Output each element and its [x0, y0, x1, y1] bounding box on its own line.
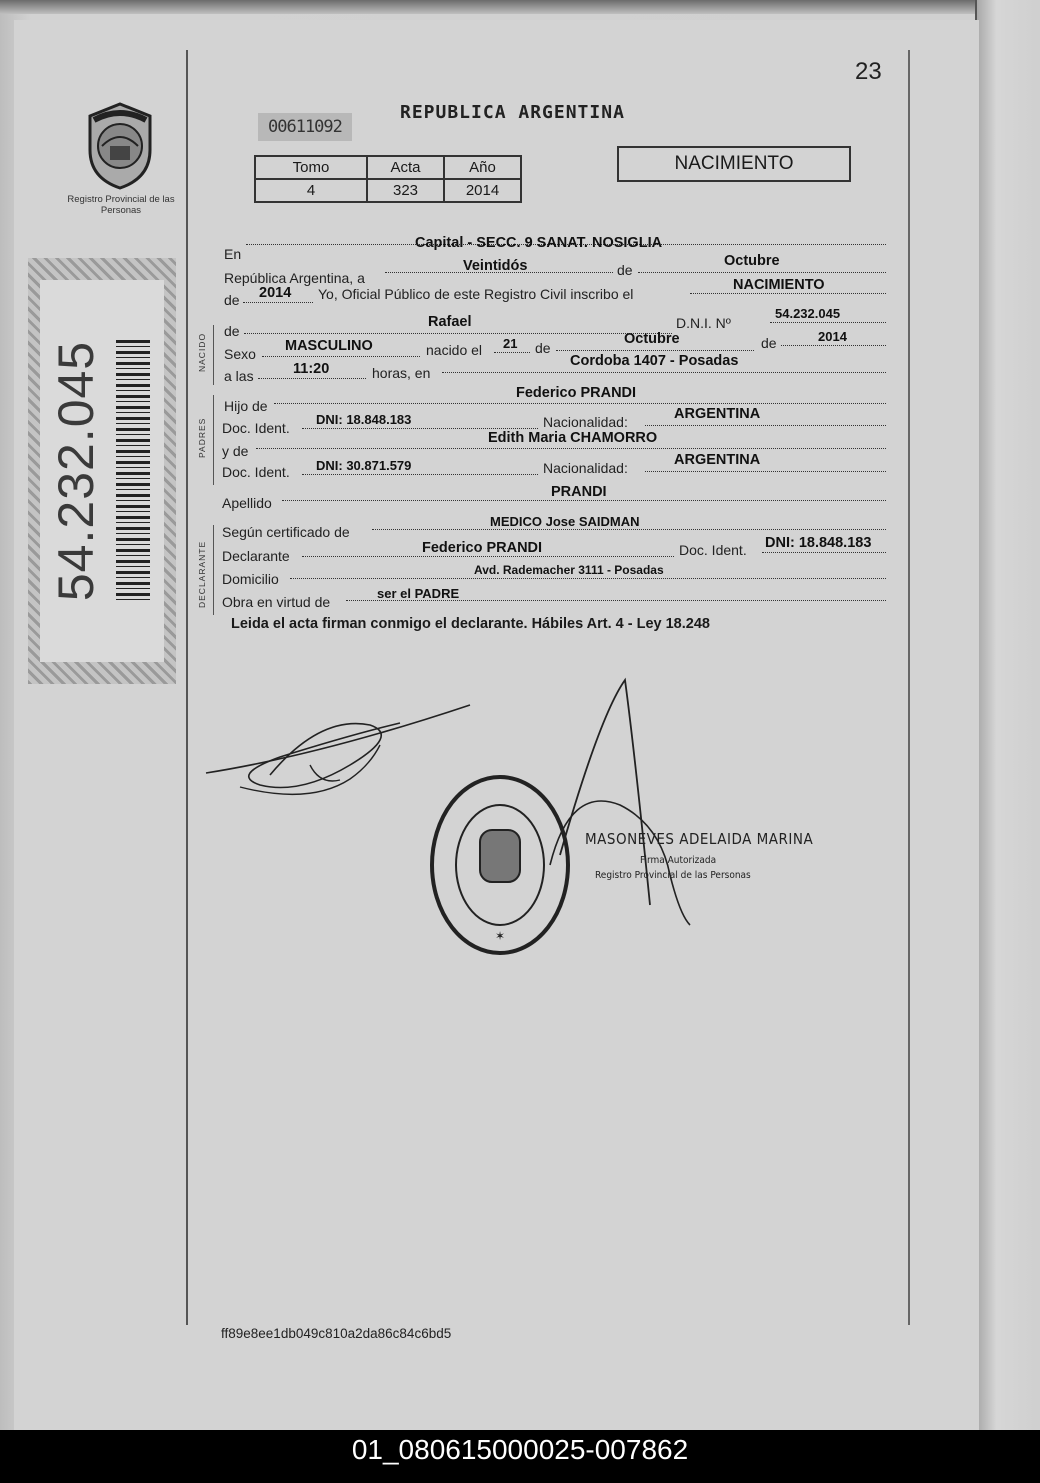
table-header-cell: Año — [444, 156, 521, 179]
value-nac-anio: 2014 — [818, 329, 847, 344]
table-row — [255, 179, 521, 202]
dotted-line — [645, 425, 886, 426]
value-lugar: Cordoba 1407 - Posadas — [570, 353, 739, 369]
value-apellido: PRANDI — [551, 484, 607, 500]
dotted-line — [290, 578, 886, 579]
value-madre: Edith Maria CHAMORRO — [488, 430, 658, 446]
label-a-las: a las — [224, 368, 254, 384]
table-cell: 2014 — [444, 179, 521, 202]
table-cell: 4 — [255, 179, 367, 202]
value-domicilio: Avd. Rademacher 3111 - Posadas — [474, 563, 664, 577]
label-de3: de — [224, 323, 240, 339]
value-nombre: Rafael — [428, 314, 472, 330]
label-doc-ident: Doc. Ident. — [222, 464, 290, 480]
dotted-line — [762, 552, 886, 553]
label-obra: Obra en virtud de — [222, 594, 331, 610]
label-de2: de — [224, 292, 240, 308]
label-domicilio: Domicilio — [222, 571, 279, 587]
barcode-sticker — [28, 258, 176, 684]
section-divider — [213, 525, 214, 615]
document-id: 01_080615000025-007862 — [351, 1434, 689, 1465]
provincial-seal-icon — [80, 100, 160, 192]
section-label-padres: PADRES — [197, 417, 207, 458]
value-madre-nac: ARGENTINA — [674, 452, 761, 468]
dotted-line — [442, 372, 886, 373]
value-declarante-doc: DNI: 18.848.183 — [765, 535, 872, 551]
label-certificado: Según certificado de — [222, 524, 350, 540]
dotted-line — [781, 345, 886, 346]
value-padre: Federico PRANDI — [516, 385, 637, 401]
document-hash: ff89e8ee1db049c810a2da86c84c6bd5 — [221, 1326, 452, 1341]
label-de: de — [617, 262, 633, 278]
value-anio: 2014 — [259, 285, 292, 301]
label-en: En — [224, 246, 242, 262]
adjacent-page — [975, 0, 1040, 1430]
dotted-line — [302, 428, 538, 429]
barcode-icon — [116, 340, 150, 600]
serial-number: 00611092 — [258, 113, 352, 141]
value-padre-doc: DNI: 18.848.183 — [316, 412, 412, 427]
barcode-dni: 54.232.045 — [48, 340, 104, 602]
dotted-line — [494, 352, 530, 353]
label-doc-ident: Doc. Ident. — [222, 420, 290, 436]
value-dni: 54.232.045 — [775, 306, 841, 321]
dotted-line — [256, 448, 886, 449]
dotted-line — [302, 474, 538, 475]
label-nac-de: de — [535, 340, 551, 356]
value-sexo: MASCULINO — [285, 338, 373, 354]
section-divider — [213, 325, 214, 385]
value-obra: ser el PADRE — [377, 586, 460, 601]
section-label-nacido: NACIDO — [197, 332, 207, 372]
table-header-row — [255, 156, 521, 179]
dotted-line — [243, 302, 313, 303]
value-dia: Veintidós — [463, 258, 528, 274]
label-dni: D.N.I. Nº — [676, 315, 731, 331]
dotted-line — [274, 403, 886, 404]
table-cell: 323 — [367, 179, 444, 202]
label-nacionalidad: Nacionalidad: — [543, 460, 628, 476]
label-doc-ident: Doc. Ident. — [679, 542, 747, 558]
label-nac-de2: de — [761, 335, 777, 351]
dotted-line — [262, 356, 420, 357]
closing-text: Leida el acta firman conmigo el declarante. Hábiles Art. 4 - Ley 18.248 — [231, 616, 710, 632]
value-padre-nac: ARGENTINA — [674, 406, 761, 422]
dotted-line — [258, 378, 366, 379]
value-certificado: MEDICO Jose SAIDMAN — [490, 514, 640, 529]
table-header-cell: Acta — [367, 156, 444, 179]
table-header-cell: Tomo — [255, 156, 367, 179]
scan-top-edge — [0, 0, 1040, 14]
officer-signature — [540, 675, 710, 935]
value-inscribo: NACIMIENTO — [733, 277, 825, 293]
label-declarante: Declarante — [222, 548, 290, 564]
value-declarante: Federico PRANDI — [422, 540, 543, 556]
logo-caption: Registro Provincial de las Personas — [67, 194, 175, 216]
dotted-line — [302, 556, 674, 557]
label-nacionalidad: Nacionalidad: — [543, 414, 628, 430]
label-horas: horas, en — [372, 365, 431, 381]
dotted-line — [282, 500, 886, 501]
label-apellido: Apellido — [222, 495, 272, 511]
dotted-line — [770, 322, 886, 323]
value-hora: 11:20 — [293, 361, 330, 377]
label-nacido: nacido el — [426, 342, 483, 358]
tomo-acta-anio-table — [254, 155, 522, 203]
dotted-line — [638, 272, 886, 273]
section-label-declarante: DECLARANTE — [197, 540, 207, 608]
dotted-line — [556, 350, 754, 351]
page-number: 23 — [855, 58, 882, 85]
label-republica: República Argentina, a — [224, 270, 365, 286]
officer-title: Firma Autorizada — [640, 855, 717, 866]
dotted-line — [244, 333, 672, 334]
value-nac-mes: Octubre — [624, 331, 680, 347]
officer-name: MASONEVES ADELAIDA MARINA — [585, 830, 814, 848]
officer-org: Registro Provincial de las Personas — [595, 870, 751, 881]
svg-text:✶: ✶ — [494, 929, 506, 943]
act-type-box: NACIMIENTO — [617, 146, 851, 182]
value-en: Capital - SECC. 9 SANAT. NOSIGLIA — [415, 235, 663, 251]
section-divider — [213, 395, 214, 485]
dotted-line — [372, 529, 886, 530]
label-y-de: y de — [222, 443, 249, 459]
dotted-line — [645, 471, 886, 472]
barcode-label — [40, 280, 164, 662]
dotted-line — [690, 293, 886, 294]
oficial-text: Yo, Oficial Público de este Registro Civil inscribo el — [318, 286, 634, 302]
label-hijo: Hijo de — [224, 398, 268, 414]
label-sexo: Sexo — [224, 346, 256, 362]
value-nac-dia: 21 — [503, 336, 518, 351]
document-title: REPUBLICA ARGENTINA — [400, 102, 625, 123]
value-mes: Octubre — [724, 253, 780, 269]
value-madre-doc: DNI: 30.871.579 — [316, 458, 412, 473]
